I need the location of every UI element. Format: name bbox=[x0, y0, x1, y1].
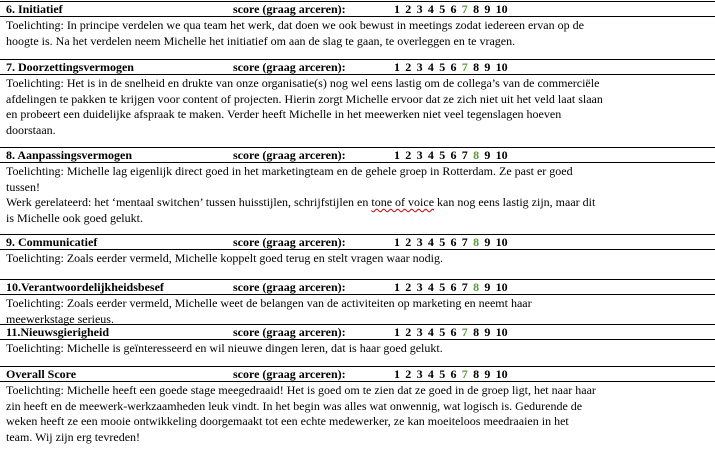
score-option: 3 bbox=[416, 2, 423, 16]
score-option: 2 bbox=[405, 148, 412, 162]
score-option: 3 bbox=[416, 367, 423, 381]
score-option: 10 bbox=[495, 280, 508, 294]
score-option-selected: 7 bbox=[461, 60, 468, 74]
text-line: Toelichting: Zoals eerder vermeld, Michelle weet de belangen van de activiteiten op marketing en neemt haar bbox=[6, 296, 532, 310]
section-title: 8. Aanpassingsvermogen bbox=[6, 148, 133, 162]
score-option: 5 bbox=[439, 2, 446, 16]
section-explanation bbox=[0, 163, 715, 226]
score-scale bbox=[394, 60, 508, 74]
score-option: 9 bbox=[484, 367, 491, 381]
score-option: 3 bbox=[416, 325, 423, 339]
section-explanation bbox=[0, 17, 715, 49]
text-line: team. Wij zijn erg tevreden! bbox=[6, 429, 141, 444]
section-header bbox=[0, 366, 715, 382]
score-option-selected: 7 bbox=[461, 325, 468, 339]
score-label: score (graag arceren): bbox=[233, 325, 346, 339]
score-option: 10 bbox=[495, 2, 508, 16]
score-option: 4 bbox=[427, 235, 434, 249]
score-option: 7 bbox=[461, 235, 468, 249]
score-option: 1 bbox=[394, 235, 400, 249]
section-header bbox=[0, 234, 715, 250]
section-explanation bbox=[0, 295, 715, 327]
section-verantwoordelijkheidsbesef bbox=[0, 279, 715, 327]
section-explanation bbox=[0, 75, 715, 138]
score-option: 7 bbox=[461, 148, 468, 162]
score-option: 8 bbox=[473, 367, 480, 381]
section-header bbox=[0, 59, 715, 75]
score-option: 3 bbox=[416, 235, 423, 249]
score-option: 2 bbox=[405, 367, 412, 381]
score-label: score (graag arceren): bbox=[233, 367, 346, 381]
score-label: score (graag arceren): bbox=[233, 2, 346, 16]
score-option: 1 bbox=[394, 60, 400, 74]
text-line: tussen! bbox=[6, 179, 40, 194]
text-fragment: kan nog eens lastig zijn, maar dit bbox=[434, 195, 596, 209]
score-option: 8 bbox=[473, 2, 480, 16]
score-option: 6 bbox=[450, 325, 457, 339]
section-title: 6. Initiatief bbox=[6, 2, 63, 16]
score-option: 3 bbox=[416, 60, 423, 74]
text-line: hoogte is. Na het verdelen neem Michelle het initiatief om aan de slag te gaan, te overleggen en te vragen. bbox=[6, 33, 516, 48]
score-option: 10 bbox=[495, 367, 508, 381]
score-option: 4 bbox=[427, 60, 434, 74]
score-scale bbox=[394, 325, 508, 339]
score-label: score (graag arceren): bbox=[233, 60, 346, 74]
score-option: 6 bbox=[450, 148, 457, 162]
score-scale bbox=[394, 148, 508, 162]
score-option: 2 bbox=[405, 235, 412, 249]
text-line: Toelichting: Michelle lag eigenlijk direct goed in het marketingteam en de gehele groep in Rotterdam. Ze past er goed bbox=[6, 164, 573, 178]
score-option: 9 bbox=[484, 60, 491, 74]
score-option: 4 bbox=[427, 148, 434, 162]
section-overall-score bbox=[0, 366, 715, 445]
score-option: 10 bbox=[495, 325, 508, 339]
score-option: 6 bbox=[450, 280, 457, 294]
score-option: 5 bbox=[439, 60, 446, 74]
score-option: 3 bbox=[416, 280, 423, 294]
text-line: zin heeft en de meewerk-werkzaamheden leuk vindt. In het begin was alles wat onwennig, wat logisch is. Gedurende de bbox=[6, 398, 583, 413]
score-option: 10 bbox=[495, 60, 508, 74]
score-option: 6 bbox=[450, 60, 457, 74]
score-option: 1 bbox=[394, 148, 400, 162]
score-option-selected: 8 bbox=[473, 235, 480, 249]
section-header bbox=[0, 1, 715, 17]
text-line: Toelichting: Zoals eerder vermeld, Michelle koppelt goed terug en stelt vragen waar nodig. bbox=[6, 251, 444, 265]
score-option: 1 bbox=[394, 280, 400, 294]
score-option: 5 bbox=[439, 367, 446, 381]
score-option: 4 bbox=[427, 325, 434, 339]
score-option-selected: 7 bbox=[461, 367, 468, 381]
score-option: 4 bbox=[427, 367, 434, 381]
score-option: 5 bbox=[439, 280, 446, 294]
section-initiatief bbox=[0, 1, 715, 49]
section-explanation bbox=[0, 250, 715, 267]
text-line: Toelichting: Michelle heeft een goede stage meegedraaid! Het is goed om te zien dat ze goed in de groep ligt, het naar haar bbox=[6, 383, 596, 397]
score-option-selected: 8 bbox=[473, 148, 480, 162]
score-option: 6 bbox=[450, 235, 457, 249]
score-option: 1 bbox=[394, 2, 400, 16]
score-option: 4 bbox=[427, 280, 434, 294]
section-header bbox=[0, 279, 715, 295]
section-header bbox=[0, 147, 715, 163]
score-scale bbox=[394, 2, 508, 16]
score-option: 9 bbox=[484, 280, 491, 294]
score-option: 8 bbox=[473, 325, 480, 339]
score-option: 7 bbox=[461, 280, 468, 294]
section-header bbox=[0, 324, 715, 340]
section-title: 9. Communicatief bbox=[6, 235, 98, 249]
score-option: 9 bbox=[484, 235, 491, 249]
section-nieuwsgierigheid bbox=[0, 324, 715, 357]
section-title: 11.Nieuwsgierigheid bbox=[6, 325, 110, 339]
text-line bbox=[6, 195, 709, 211]
score-option: 6 bbox=[450, 367, 457, 381]
score-option: 5 bbox=[439, 148, 446, 162]
score-label: score (graag arceren): bbox=[233, 148, 346, 162]
section-title: Overall Score bbox=[6, 367, 77, 381]
section-title: 7. Doorzettingsvermogen bbox=[6, 60, 134, 74]
score-option: 3 bbox=[416, 148, 423, 162]
score-scale bbox=[394, 367, 508, 381]
score-option: 6 bbox=[450, 2, 457, 16]
section-aanpassingsvermogen bbox=[0, 147, 715, 226]
section-explanation bbox=[0, 382, 715, 445]
text-line: meewerkstage serieus. bbox=[6, 311, 114, 326]
score-option: 10 bbox=[495, 235, 508, 249]
text-line: Toelichting: In principe verdelen we qua team het werk, dat doen we ook bewust in meetings zodat iedereen ervan op de bbox=[6, 18, 584, 32]
score-option: 5 bbox=[439, 235, 446, 249]
score-option: 2 bbox=[405, 325, 412, 339]
score-option-selected: 7 bbox=[461, 2, 468, 16]
score-option: 9 bbox=[484, 325, 491, 339]
score-scale bbox=[394, 280, 508, 294]
score-option: 10 bbox=[495, 148, 508, 162]
score-option-selected: 8 bbox=[473, 280, 480, 294]
score-option: 8 bbox=[473, 60, 480, 74]
section-explanation bbox=[0, 340, 715, 357]
spellcheck-word: tone of voice bbox=[371, 195, 435, 209]
section-title: 10.Verantwoordelijkheidsbesef bbox=[6, 280, 164, 294]
text-fragment: Werk gerelateerd: het ‘mentaal switchen’ tussen huisstijlen, schrijfstijlen en bbox=[6, 195, 372, 209]
score-label: score (graag arceren): bbox=[233, 235, 346, 249]
text-line: Toelichting: Het is in de snelheid en drukte van onze organisatie(s) nog wel eens lastig om de collega’s van de commerciële bbox=[6, 76, 600, 90]
text-line: afdelingen te pakken te krijgen voor content of projecten. Hierin zorgt Michelle ervoor dat ze zich niet uit het veld laat slaan bbox=[6, 91, 603, 106]
score-option: 2 bbox=[405, 2, 412, 16]
score-label: score (graag arceren): bbox=[233, 280, 346, 294]
section-doorzettingsvermogen bbox=[0, 59, 715, 138]
score-option: 9 bbox=[484, 2, 491, 16]
text-line: Toelichting: Michelle is geïnteresseerd en wil nieuwe dingen leren, dat is haar goed gelukt. bbox=[6, 341, 443, 355]
score-option: 5 bbox=[439, 325, 446, 339]
score-scale bbox=[394, 235, 508, 249]
score-option: 2 bbox=[405, 280, 412, 294]
score-option: 2 bbox=[405, 60, 412, 74]
text-line: doorstaan. bbox=[6, 122, 56, 137]
text-line: en probeert een duidelijke afspraak te maken. Verder heeft Michelle in het meewerken niet veel tegenslagen hoeven bbox=[6, 107, 562, 121]
text-line: weken heeft ze een mooie ontwikkeling doorgemaakt tot een echte medewerker, ze kan moeiteloos meedraaien in het bbox=[6, 414, 569, 428]
score-option: 4 bbox=[427, 2, 434, 16]
score-option: 9 bbox=[484, 148, 491, 162]
text-line: is Michelle ook goed gelukt. bbox=[6, 210, 143, 225]
score-option: 1 bbox=[394, 325, 400, 339]
section-communicatief bbox=[0, 234, 715, 267]
score-option: 1 bbox=[394, 367, 400, 381]
